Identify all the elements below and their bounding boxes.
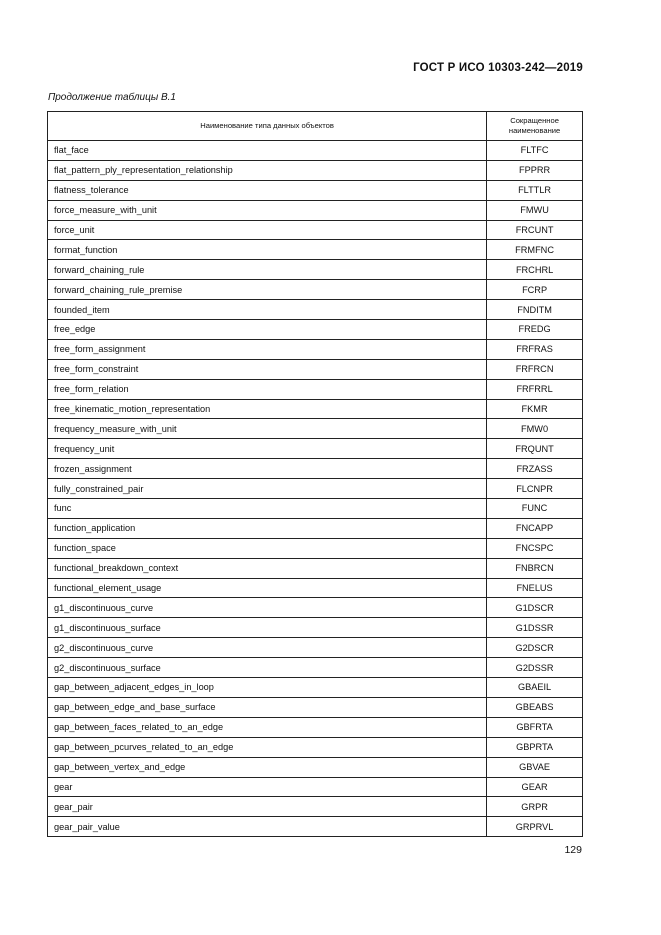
entity-name-cell: gap_between_vertex_and_edge — [48, 757, 487, 777]
table-row — [48, 220, 583, 240]
abbreviation-cell: FRFRRL — [487, 379, 583, 399]
entity-name-cell: g2_discontinuous_surface — [48, 658, 487, 678]
table-row — [48, 359, 583, 379]
entity-name-cell: gap_between_edge_and_base_surface — [48, 697, 487, 717]
entity-name-cell: forward_chaining_rule_premise — [48, 280, 487, 300]
table-row — [48, 757, 583, 777]
table-row — [48, 160, 583, 180]
column-header-abbreviation-line1: Сокращенное — [510, 116, 559, 125]
abbreviation-cell: G2DSSR — [487, 658, 583, 678]
table-row — [48, 777, 583, 797]
entity-name-cell: gear_pair_value — [48, 817, 487, 837]
table-row — [48, 737, 583, 757]
entity-name-cell: free_kinematic_motion_representation — [48, 399, 487, 419]
entity-name-cell: founded_item — [48, 300, 487, 320]
entity-name-cell: g2_discontinuous_curve — [48, 638, 487, 658]
table-row — [48, 697, 583, 717]
entity-name-cell: flat_face — [48, 141, 487, 161]
abbreviation-cell: G2DSCR — [487, 638, 583, 658]
abbreviation-cell: FLTTLR — [487, 180, 583, 200]
table-caption: Продолжение таблицы В.1 — [48, 92, 176, 103]
abbreviation-cell: FRCUNT — [487, 220, 583, 240]
table-row — [48, 538, 583, 558]
entity-name-cell: gap_between_adjacent_edges_in_loop — [48, 678, 487, 698]
table-row — [48, 717, 583, 737]
table-row — [48, 578, 583, 598]
abbreviation-cell: FRFRCN — [487, 359, 583, 379]
entity-name-cell: frozen_assignment — [48, 459, 487, 479]
entity-name-cell: format_function — [48, 240, 487, 260]
abbreviation-cell: FREDG — [487, 320, 583, 340]
entity-name-cell: free_form_assignment — [48, 339, 487, 359]
abbreviation-cell: FNCAPP — [487, 518, 583, 538]
entity-name-cell: function_space — [48, 538, 487, 558]
table-row — [48, 638, 583, 658]
abbreviation-cell: GRPR — [487, 797, 583, 817]
table-row — [48, 419, 583, 439]
column-header-abbreviation — [487, 112, 583, 141]
entity-name-cell: frequency_unit — [48, 439, 487, 459]
entity-name-cell: gap_between_faces_related_to_an_edge — [48, 717, 487, 737]
entity-name-cell: g1_discontinuous_curve — [48, 598, 487, 618]
abbreviation-cell: FRFRAS — [487, 339, 583, 359]
abbreviation-cell: FRCHRL — [487, 260, 583, 280]
table-row — [48, 518, 583, 538]
entity-name-cell: func — [48, 499, 487, 519]
abbreviation-cell: FNCSPC — [487, 538, 583, 558]
abbreviation-cell: FMWU — [487, 200, 583, 220]
abbreviation-cell: GEAR — [487, 777, 583, 797]
abbreviation-cell: G1DSSR — [487, 618, 583, 638]
abbreviation-cell: FNBRCN — [487, 558, 583, 578]
table-row — [48, 339, 583, 359]
entity-name-cell: free_form_constraint — [48, 359, 487, 379]
abbreviation-cell: FMW0 — [487, 419, 583, 439]
column-header-name: Наименование типа данных объектов — [48, 112, 487, 141]
entity-name-cell: free_form_relation — [48, 379, 487, 399]
table-row — [48, 200, 583, 220]
abbreviation-cell: FRZASS — [487, 459, 583, 479]
table-row — [48, 618, 583, 638]
entity-name-cell: forward_chaining_rule — [48, 260, 487, 280]
abbreviation-cell: FNDITM — [487, 300, 583, 320]
abbreviation-cell: FCRP — [487, 280, 583, 300]
table-row — [48, 399, 583, 419]
table-row — [48, 678, 583, 698]
table-row — [48, 479, 583, 499]
abbreviation-cell: GBEABS — [487, 697, 583, 717]
table-row — [48, 379, 583, 399]
abbreviation-cell: GBAEIL — [487, 678, 583, 698]
table-header-row — [48, 112, 583, 141]
entity-name-cell: functional_breakdown_context — [48, 558, 487, 578]
entity-name-cell: flatness_tolerance — [48, 180, 487, 200]
abbreviation-cell: GBPRTA — [487, 737, 583, 757]
entity-name-cell: free_edge — [48, 320, 487, 340]
entity-name-cell: fully_constrained_pair — [48, 479, 487, 499]
entity-name-cell: functional_element_usage — [48, 578, 487, 598]
abbreviation-cell: FKMR — [487, 399, 583, 419]
table-row — [48, 320, 583, 340]
table-row — [48, 180, 583, 200]
entity-name-cell: g1_discontinuous_surface — [48, 618, 487, 638]
entity-name-cell: force_measure_with_unit — [48, 200, 487, 220]
abbreviation-cell: FRMFNC — [487, 240, 583, 260]
entity-name-cell: gear_pair — [48, 797, 487, 817]
abbreviation-cell: G1DSCR — [487, 598, 583, 618]
table-row — [48, 817, 583, 837]
table-row — [48, 141, 583, 161]
abbreviation-cell: FLTFC — [487, 141, 583, 161]
entity-name-cell: gear — [48, 777, 487, 797]
abbreviation-cell: FUNC — [487, 499, 583, 519]
column-header-abbreviation-line2: наименование — [508, 126, 561, 135]
abbreviation-cell: GBFRTA — [487, 717, 583, 737]
table-row — [48, 797, 583, 817]
abbreviation-cell: FPPRR — [487, 160, 583, 180]
abbreviation-table — [47, 111, 583, 837]
abbreviation-cell: FLCNPR — [487, 479, 583, 499]
table-row — [48, 280, 583, 300]
entity-name-cell: frequency_measure_with_unit — [48, 419, 487, 439]
document-header: ГОСТ Р ИСО 10303-242—2019 — [413, 62, 583, 74]
entity-name-cell: force_unit — [48, 220, 487, 240]
entity-name-cell: function_application — [48, 518, 487, 538]
abbreviation-cell: FRQUNT — [487, 439, 583, 459]
table-row — [48, 459, 583, 479]
table-row — [48, 260, 583, 280]
abbreviation-cell: FNELUS — [487, 578, 583, 598]
table-row — [48, 240, 583, 260]
abbreviation-cell: GRPRVL — [487, 817, 583, 837]
table-body — [48, 141, 583, 837]
page-number: 129 — [564, 844, 582, 856]
table-row — [48, 598, 583, 618]
table-row — [48, 658, 583, 678]
entity-name-cell: gap_between_pcurves_related_to_an_edge — [48, 737, 487, 757]
table-row — [48, 300, 583, 320]
table-row — [48, 499, 583, 519]
abbreviation-cell: GBVAE — [487, 757, 583, 777]
entity-name-cell: flat_pattern_ply_representation_relationship — [48, 160, 487, 180]
table-row — [48, 558, 583, 578]
table-row — [48, 439, 583, 459]
